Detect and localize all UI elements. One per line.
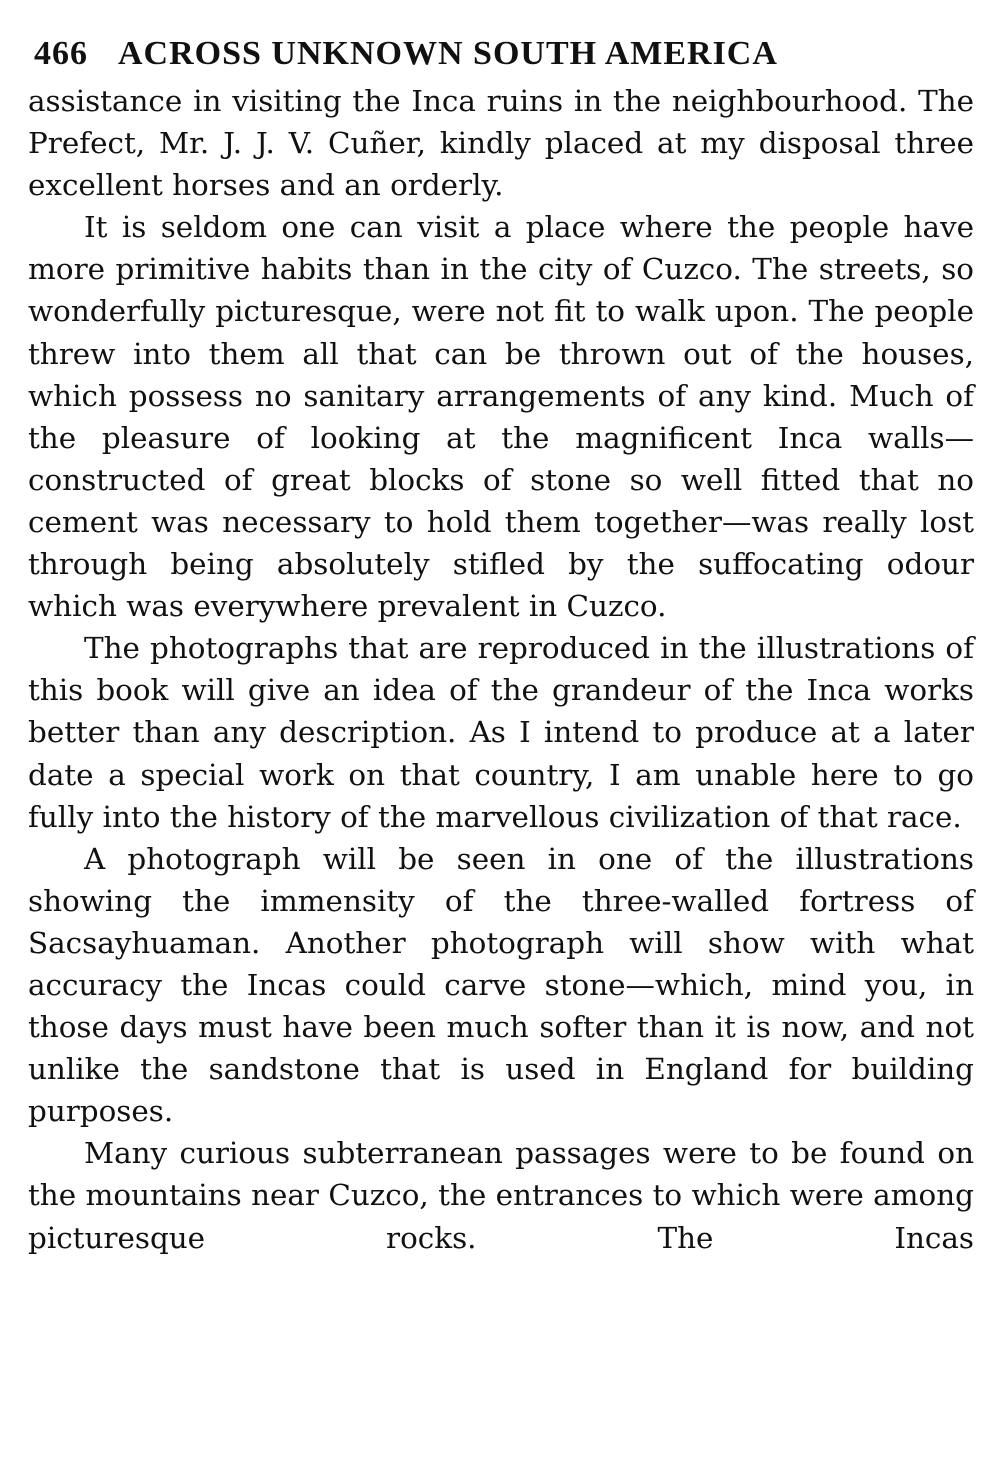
paragraph-photographs: The photographs that are reproduced in the illustrations of this book will give an idea of the grandeur of the Inca works better than any description. As I intend to produce at a later date a special work on that country, I am unable here to go fully into the history of the marvellous civilization of that race. — [28, 631, 974, 834]
body-text — [28, 80, 974, 1259]
running-title: ACROSS UNKNOWN SOUTH AMERICA — [118, 35, 778, 72]
page-number: 466 — [34, 35, 88, 72]
paragraph-continued: assistance in visiting the Inca ruins in the neighbourhood. The Prefect, Mr. J. J. V. Cuñer, kindly placed at my disposal three excellent horses and an orderly. — [28, 84, 974, 203]
paragraph-sacsayhuaman: A photograph will be seen in one of the illustrations showing the immensity of the three-walled fortress of Sacsayhuaman. Another photograph will show with what accuracy the Incas could carve stone—which, mind you, in those days must have been much softer than it is now, and not unlike the sandstone that is used in England for building purposes. — [28, 841, 974, 1129]
book-page — [28, 28, 974, 1259]
paragraph-subterranean-passages: Many curious subterranean passages were to be found on the mountains near Cuzco, the entrances to which were among picturesque rocks. The Incas — [28, 1136, 974, 1255]
running-header — [34, 28, 974, 80]
paragraph-cuzco-habits: It is seldom one can visit a place where the people have more primitive habits than in the city of Cuzco. The streets, so wonderfully picturesque, were not fit to walk upon. The people threw into them all that can be thrown out of the houses, which possess no sanitary arrangements of any kind. Much of the pleasure of looking at the magnificent Inca walls—constructed of great blocks of stone so well fitted that no cement was necessary to hold them together—was really lost through being absolutely stifled by the suffocating odour which was everywhere prevalent in Cuzco. — [28, 210, 974, 624]
